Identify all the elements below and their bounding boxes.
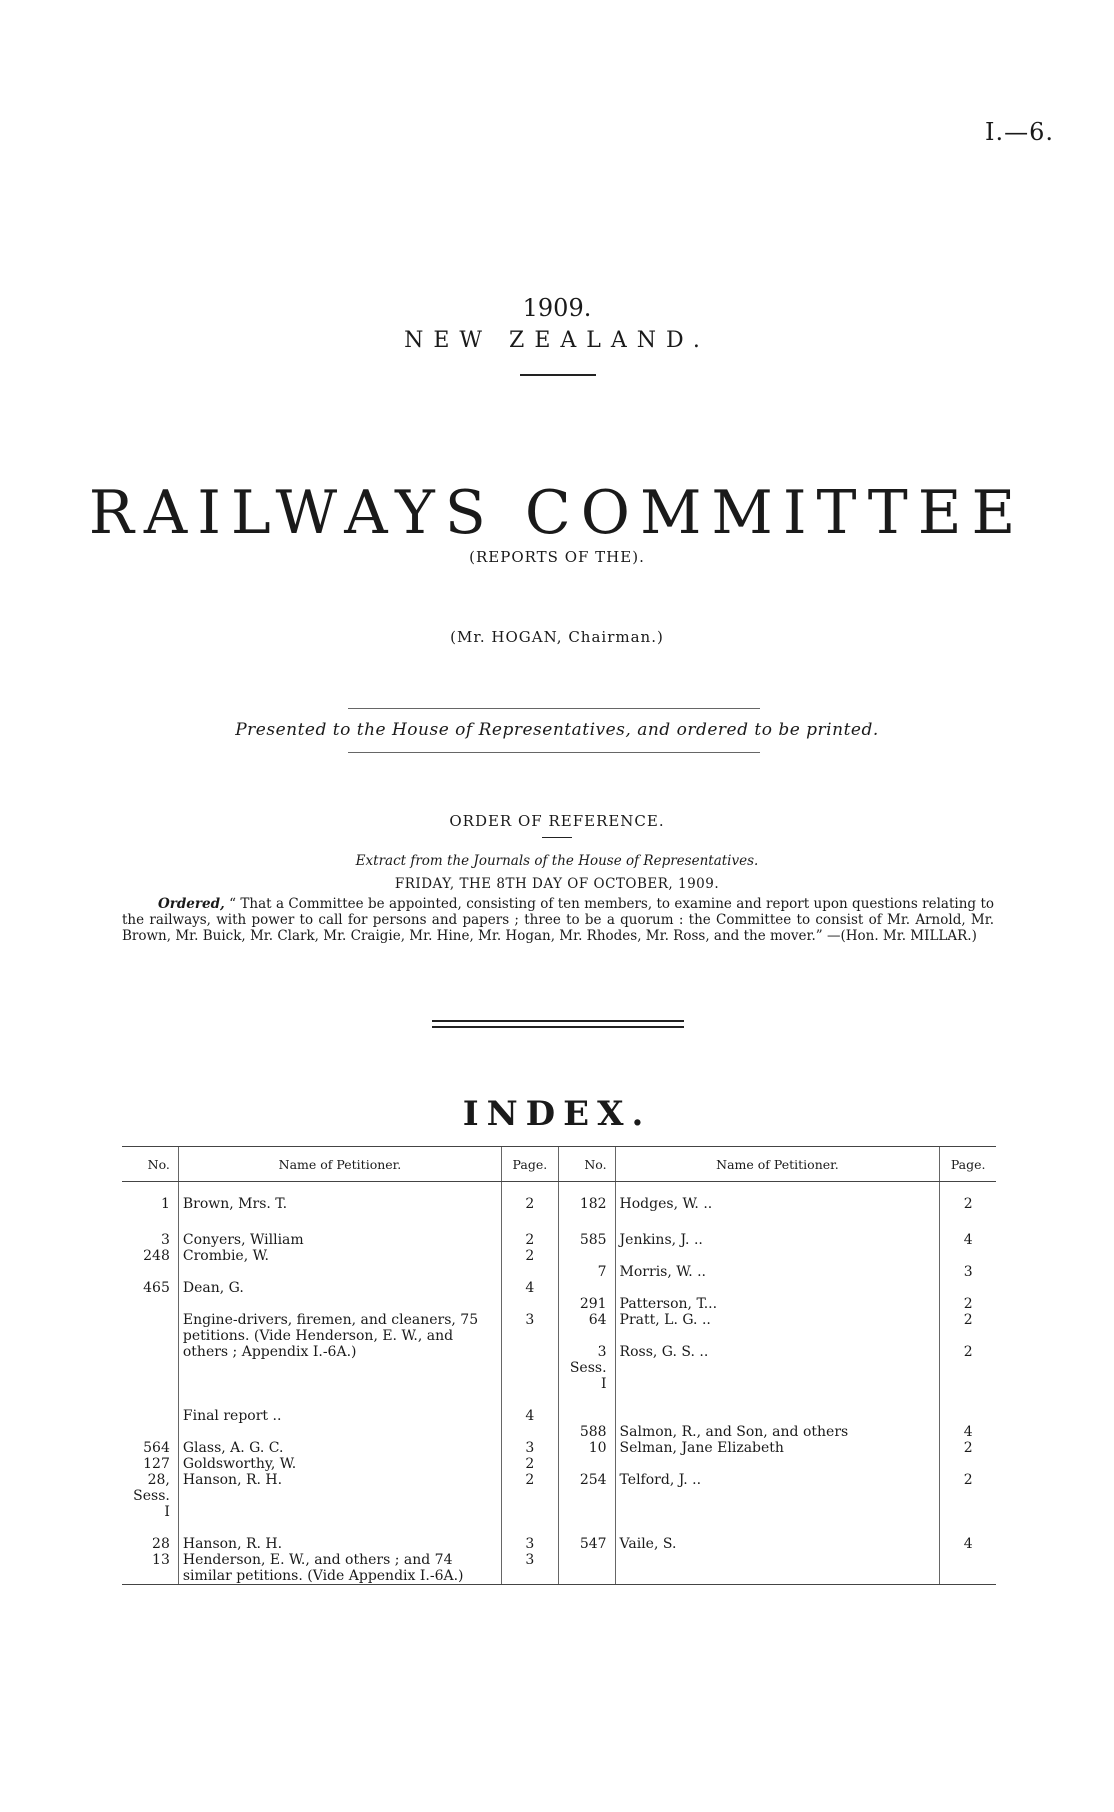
page-number — [502, 1344, 559, 1392]
header-name: Name of Petitioner. — [615, 1147, 940, 1182]
petition-number: 3 — [160, 1231, 170, 1248]
petitioner-name: Vaile, S. — [615, 1536, 940, 1552]
page-number: 3 — [502, 1312, 559, 1328]
petition-number: 564 — [143, 1439, 170, 1456]
petitioner-name — [178, 1264, 501, 1280]
page-number — [502, 1568, 559, 1585]
page-number: 2 — [940, 1312, 996, 1328]
petition-number: 1 — [160, 1196, 170, 1212]
petition-number: 465 — [143, 1279, 170, 1296]
page-number — [940, 1280, 996, 1296]
page-number — [502, 1424, 559, 1440]
petitioner-name — [615, 1216, 940, 1232]
petition-number — [122, 1264, 178, 1280]
page-number: 2 — [940, 1182, 996, 1216]
petition-number — [558, 1456, 615, 1472]
table-row — [122, 1280, 996, 1296]
petitioner-name — [615, 1280, 940, 1296]
page-number: 4 — [940, 1232, 996, 1248]
presented-line: Presented to the House of Representatives, and ordered to be printed. — [235, 720, 879, 740]
page-number — [940, 1408, 996, 1424]
page-number: 2 — [940, 1296, 996, 1312]
ordered-label: Ordered, — [158, 896, 225, 912]
page-number: 2 — [502, 1472, 559, 1520]
order-of-reference-heading: ORDER OF REFERENCE. — [449, 812, 665, 830]
page-number: 2 — [502, 1456, 559, 1472]
table-row — [122, 1520, 996, 1536]
petition-number — [558, 1216, 615, 1232]
page-number: 2 — [940, 1472, 996, 1520]
index-header-row — [122, 1147, 996, 1182]
petitioner-name: Brown, Mrs. T. — [178, 1182, 501, 1216]
petitioner-name — [615, 1520, 940, 1536]
petitioner-name: Goldsworthy, W. — [178, 1456, 501, 1472]
petitioner-name: petitions. (Vide Henderson, E. W., and — [178, 1328, 501, 1344]
petition-number — [122, 1312, 178, 1328]
table-row — [122, 1392, 996, 1408]
page-number — [940, 1456, 996, 1472]
petitioner-name: others ; Appendix I.-6A.) — [178, 1344, 501, 1392]
petitioner-name: Jenkins, J. .. — [615, 1232, 940, 1248]
page-number: 3 — [502, 1536, 559, 1552]
petition-number: 127 — [143, 1455, 170, 1472]
header-page: Page. — [502, 1147, 559, 1182]
petition-number: 28, Sess. I — [133, 1471, 170, 1520]
table-row — [122, 1472, 996, 1520]
petition-number: 13 — [152, 1551, 170, 1568]
page-number — [502, 1264, 559, 1280]
page-number: 2 — [502, 1182, 559, 1216]
petitioner-name: Telford, J. .. — [615, 1472, 940, 1520]
petition-number: 585 — [558, 1232, 615, 1248]
header-page: Page. — [940, 1147, 996, 1182]
index-body — [122, 1182, 996, 1585]
petition-number — [558, 1248, 615, 1264]
table-row — [122, 1536, 996, 1552]
petitioner-name — [178, 1392, 501, 1408]
page-number — [940, 1248, 996, 1264]
page-number — [502, 1392, 559, 1408]
date-line: FRIDAY, THE 8TH DAY OF OCTOBER, 1909. — [394, 876, 720, 892]
page-number — [502, 1520, 559, 1536]
table-row — [122, 1568, 996, 1585]
page-number: 3 — [940, 1264, 996, 1280]
petitioner-name: Henderson, E. W., and others ; and 74 — [178, 1552, 501, 1568]
petitioner-name: Hanson, R. H. — [178, 1536, 501, 1552]
table-row — [122, 1456, 996, 1472]
page-number — [502, 1328, 559, 1344]
petitioner-name — [178, 1296, 501, 1312]
petitioner-name — [615, 1392, 940, 1408]
petition-number — [122, 1296, 178, 1312]
divider — [542, 837, 572, 838]
petition-number: 254 — [558, 1472, 615, 1520]
petitioner-name: Conyers, William — [178, 1232, 501, 1248]
index-title: INDEX. — [462, 1094, 652, 1134]
petition-number — [122, 1328, 178, 1344]
petitioner-name: Patterson, T... — [615, 1296, 940, 1312]
petitioner-name: Selman, Jane Elizabeth — [615, 1440, 940, 1456]
petition-number: 291 — [558, 1296, 615, 1312]
petitioner-name: Crombie, W. — [178, 1248, 501, 1264]
page-number: 2 — [502, 1248, 559, 1264]
petitioner-name — [615, 1568, 940, 1585]
double-rule-bottom — [432, 1026, 684, 1028]
chairman-line: (Mr. HOGAN, Chairman.) — [450, 628, 664, 646]
page-number: 3 — [502, 1440, 559, 1456]
page-number — [940, 1328, 996, 1344]
page-number: 2 — [502, 1232, 559, 1248]
page-number — [940, 1552, 996, 1568]
table-row — [122, 1248, 996, 1264]
index-table — [122, 1146, 996, 1585]
page-number — [940, 1216, 996, 1232]
table-row — [122, 1182, 996, 1216]
table-row — [122, 1296, 996, 1312]
page-number — [502, 1296, 559, 1312]
table-row — [122, 1408, 996, 1424]
petitioner-name: Hanson, R. H. — [178, 1472, 501, 1520]
table-row — [122, 1232, 996, 1248]
petition-number — [122, 1568, 178, 1585]
table-row — [122, 1216, 996, 1232]
document-reference: I.—6. — [984, 118, 1054, 146]
table-row — [122, 1424, 996, 1440]
page-number: 2 — [940, 1440, 996, 1456]
country: NEW ZEALAND. — [404, 328, 710, 353]
subtitle: (REPORTS OF THE). — [469, 548, 645, 566]
petition-number — [558, 1280, 615, 1296]
petitioner-name: Final report .. — [178, 1408, 501, 1424]
petition-number — [558, 1520, 615, 1536]
page-number: 4 — [940, 1536, 996, 1552]
petitioner-name — [615, 1408, 940, 1424]
double-rule-top — [432, 1020, 684, 1022]
petitioner-name — [615, 1552, 940, 1568]
petition-number: 182 — [558, 1182, 615, 1216]
petition-number: 248 — [143, 1247, 170, 1264]
petitioner-name — [615, 1456, 940, 1472]
petition-number — [558, 1392, 615, 1408]
table-row — [122, 1440, 996, 1456]
header-name: Name of Petitioner. — [178, 1147, 501, 1182]
petition-number — [122, 1344, 178, 1392]
petition-number — [122, 1408, 178, 1424]
petition-number: 10 — [558, 1440, 615, 1456]
table-row — [122, 1264, 996, 1280]
page-number: 4 — [940, 1424, 996, 1440]
page-number — [502, 1216, 559, 1232]
petitioner-name — [178, 1520, 501, 1536]
extract-line: Extract from the Journals of the House of Representatives. — [355, 853, 759, 869]
petition-number — [558, 1408, 615, 1424]
petitioner-name: Morris, W. .. — [615, 1264, 940, 1280]
table-row — [122, 1312, 996, 1328]
petition-number — [558, 1568, 615, 1585]
petition-number: 64 — [558, 1312, 615, 1328]
order-text: “ That a Committee be appointed, consisting of ten members, to examine and report upon questions relating to the railways, with power to call for persons and papers ; three to be a quorum : the Committee to consist of Mr. Arnold, Mr. Brown, Mr. Buick, Mr. Clark, Mr. Craigie, Mr. Hine, Mr. Hogan, Mr. Rhodes, Mr. Ross, and the mover.” —(Hon. Mr. MILLAR.) — [122, 896, 994, 944]
year: 1909. — [522, 294, 592, 322]
petitioner-name — [615, 1248, 940, 1264]
petitioner-name: Salmon, R., and Son, and others — [615, 1424, 940, 1440]
page-number — [940, 1392, 996, 1408]
petition-number: 588 — [558, 1424, 615, 1440]
table-row — [122, 1328, 996, 1344]
page-number: 4 — [502, 1408, 559, 1424]
table-row — [122, 1344, 996, 1392]
divider — [520, 374, 596, 376]
page-number — [940, 1520, 996, 1536]
petition-number — [122, 1424, 178, 1440]
petition-number: 28 — [152, 1535, 170, 1552]
petitioner-name: Glass, A. G. C. — [178, 1440, 501, 1456]
table-row — [122, 1552, 996, 1568]
petitioner-name: Dean, G. — [178, 1280, 501, 1296]
petitioner-name: Pratt, L. G. .. — [615, 1312, 940, 1328]
page-title: RAILWAYS COMMITTEE — [88, 478, 1026, 548]
petitioner-name: Engine-drivers, firemen, and cleaners, 75 — [178, 1312, 501, 1328]
petitioner-name — [615, 1328, 940, 1344]
petitioner-name — [178, 1216, 501, 1232]
petition-number: 7 — [558, 1264, 615, 1280]
divider — [348, 708, 760, 709]
page-number: 2 — [940, 1344, 996, 1392]
divider — [348, 752, 760, 753]
petition-number — [558, 1328, 615, 1344]
page-number: 3 — [502, 1552, 559, 1568]
petitioner-name: Ross, G. S. .. — [615, 1344, 940, 1392]
petition-number — [122, 1392, 178, 1408]
petition-number — [122, 1216, 178, 1232]
petition-number: 3 Sess. I — [558, 1344, 615, 1392]
petition-number — [122, 1520, 178, 1536]
petitioner-name: Hodges, W. .. — [615, 1182, 940, 1216]
page-number — [940, 1568, 996, 1585]
header-no: No. — [122, 1147, 178, 1182]
header-no: No. — [558, 1147, 615, 1182]
petitioner-name: similar petitions. (Vide Appendix I.-6A.) — [178, 1568, 501, 1585]
petitioner-name — [178, 1424, 501, 1440]
petition-number — [558, 1552, 615, 1568]
page-number: 4 — [502, 1280, 559, 1296]
petition-number: 547 — [558, 1536, 615, 1552]
order-paragraph — [122, 896, 994, 944]
